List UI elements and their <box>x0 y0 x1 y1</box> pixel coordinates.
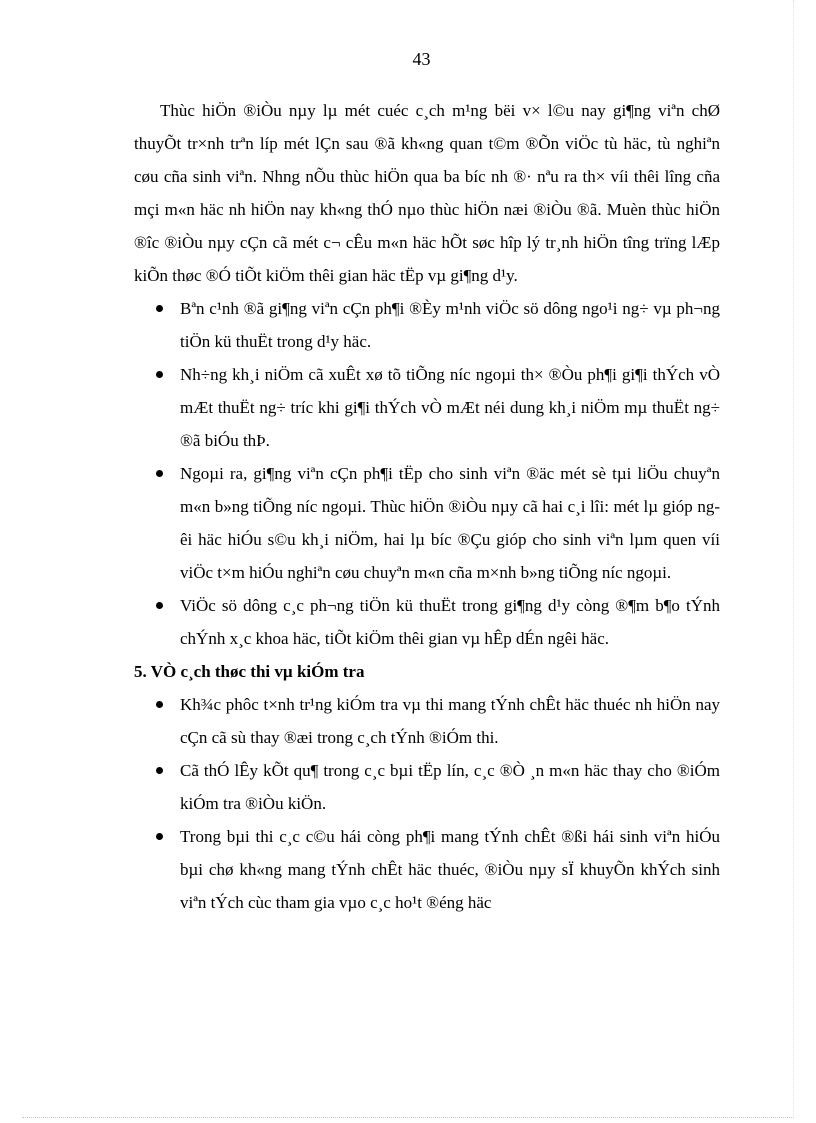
bullet-text: Bªn c¹nh ®ã gi¶ng viªn cÇn ph¶i ®Èy m¹nh viÖc sö dông ngo¹i ng÷ vµ ph¬ng tiÖn kü thuËt trong d¹y häc. <box>180 299 720 351</box>
bullet-text: Nh÷ng kh¸i niÖm cã xuÊt xø tõ tiÕng níc ngoµi th× ®Òu ph¶i gi¶i thÝch vÒ mÆt thuËt ng÷ tríc khi gi¶i thÝch vÒ mÆt néi dung kh¸i niÖm mµ thuËt ng÷ ®ã biÓu thÞ. <box>180 365 720 450</box>
bullet-text: Ngoµi ra, gi¶ng viªn cÇn ph¶i tËp cho sinh viªn ®äc mét sè tµi liÖu chuyªn m«n b»ng tiÕng níc ngoµi. Thùc hiÖn ®iÒu nµy cã hai c¸i lîi: mét lµ gióp ngêi häc hiÓu s©u kh¸i niÖm, hai lµ bíc ®Çu gióp cho sinh viªn lµm quen víi viÖc t×m hiÓu nghiªn cøu chuyªn m«n cña m×nh b»ng tiÕng níc ngoµi. <box>180 464 720 582</box>
bullet-dot-icon <box>156 305 163 312</box>
bullet-item <box>134 292 720 358</box>
bullet-dot-icon <box>156 602 163 609</box>
bullet-text: Cã thÓ lÊy kÕt qu¶ trong c¸c bµi tËp lín, c¸c ®Ò ¸n m«n häc thay cho ®iÓm kiÓm tra ®iÒu kiÖn. <box>180 761 720 813</box>
bullet-dot-icon <box>156 470 163 477</box>
page-edge-bottom <box>22 1117 794 1118</box>
bullet-item <box>134 754 720 820</box>
bullet-text: ViÖc sö dông c¸c ph¬ng tiÖn kü thuËt trong gi¶ng d¹y còng ®¶m b¶o tÝnh chÝnh x¸c khoa häc, tiÕt kiÖm thêi gian vµ hÊp dÉn ngêi häc. <box>180 596 720 648</box>
page-body <box>134 94 720 919</box>
section-heading: 5. VÒ c¸ch thøc thi vµ kiÓm tra <box>134 662 365 681</box>
bullet-text: Kh¾c phôc t×nh tr¹ng kiÓm tra vµ thi mang tÝnh chÊt häc thuéc nh hiÖn nay cÇn cã sù thay ®æi trong c¸ch tÝnh ®iÓm thi. <box>180 695 720 747</box>
bullet-item <box>134 457 720 589</box>
bullet-text: Trong bµi thi c¸c c©u hái còng ph¶i mang tÝnh chÊt ®ßi hái sinh viªn hiÓu bµi chø kh«ng mang tÝnh chÊt häc thuéc, ®iÒu nµy sÏ khuyÕn khÝch sinh viªn tÝch cùc tham gia vµo c¸c ho¹t ®éng häc <box>180 827 720 912</box>
bullet-list-exams <box>134 688 720 919</box>
page-edge-right <box>793 0 794 1118</box>
bullet-dot-icon <box>156 371 163 378</box>
page-number: 43 <box>412 49 431 69</box>
intro-paragraph: Thùc hiÖn ®iÒu nµy lµ mét cuéc c¸ch m¹ng bëi v× l©u nay gi¶ng viªn chØ thuyÕt tr×nh trªn líp mét lÇn sau ®ã kh«ng quan t©m ®Õn viÖc tù häc, tù nghiªn cøu cña sinh viªn. Nhng nÕu thùc hiÖn qua ba bíc nh ®· nªu ra th× víi thêi lîng cña mçi m«n häc nh hiÖn nay kh«ng thÓ nµo thùc hiÖn næi ®iÒu ®ã. Muèn thùc hiÖn ®îc ®iÒu nµy cÇn cã mét c¬ cÊu m«n häc hÕt søc hîp lý tr¸nh hiÖn tîng trïng lÆp kiÕn thøc ®Ó tiÕt kiÖm thêi gian häc tËp vµ gi¶ng d¹y. <box>134 101 720 285</box>
bullet-dot-icon <box>156 701 163 708</box>
bullet-item <box>134 358 720 457</box>
bullet-item <box>134 589 720 655</box>
bullet-item <box>134 688 720 754</box>
bullet-dot-icon <box>156 767 163 774</box>
bullet-item <box>134 820 720 919</box>
bullet-list-teaching <box>134 292 720 655</box>
bullet-dot-icon <box>156 833 163 840</box>
